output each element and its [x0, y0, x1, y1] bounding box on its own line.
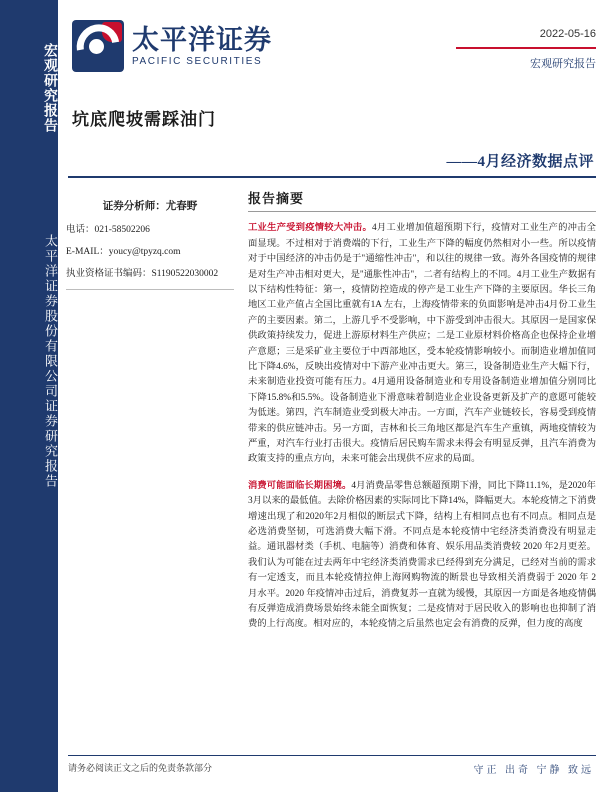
summary-paragraph [248, 479, 596, 633]
title-divider [68, 176, 596, 178]
footer-divider [68, 755, 596, 756]
report-date: 2022-05-16 [539, 28, 596, 40]
side-band-subtitle: 太平洋证券股份有限公司证券研究报告 [43, 233, 58, 489]
page-subtitle: ——4月经济数据点评 [446, 154, 594, 170]
footer-slogan: 守正 出奇 宁静 致远 [473, 765, 594, 776]
analyst-info-divider [66, 289, 234, 290]
paragraph-lead: 消费可能面临长期困境。 [248, 480, 352, 491]
brand-name-en: PACIFIC SECURITIES [132, 55, 263, 67]
side-band [0, 0, 58, 792]
analyst-phone: 电话：021-58502206 [66, 225, 150, 235]
analyst-email: E-MAIL：youcy@tpyzq.com [66, 247, 181, 257]
paragraph-lead: 工业生产受到疫情较大冲击。 [248, 223, 372, 234]
pacific-securities-logo-icon [72, 20, 124, 72]
page-header [58, 0, 612, 96]
brand-name-cn: 太平洋证券 [132, 24, 272, 55]
brand-logo [72, 20, 272, 72]
report-category: 宏观研究报告 [530, 58, 596, 70]
header-divider [456, 47, 596, 49]
analyst-info [66, 198, 234, 298]
side-band-title: 宏观研究报告 [42, 43, 57, 133]
analyst-name: 证券分析师：尤春野 [102, 201, 198, 212]
summary-divider [248, 211, 596, 212]
paragraph-text: 4月消费品零售总额超预期下滑，同比下降11.1%，是2020年3月以来的最低值。去除价格因素的实际同比下降14%，降幅更大。本轮疫情之下消费增速出现了和2020年2月相似的断层式下降，结构上有相同点也有不同点。相同点是必选消费坚韧，可选消费大幅下滑。不同点是本轮疫情中宅经济类消费没有明显走益。通讯器材类（手机、电脑等）消费和体育、娱乐用品类消费较 2020 年2月更差。我们认为可能在过去两年中宅经济类消费需求已经得到充分满足，已经对当前的需求有一定透支，而且本轮疫情拉伸上海网购物流的断景也导致相关消费弱于 2020 年 2 月水平。2020 年疫情冲击过后，消费复苏一直就为缓慢，其原因一方面是各地疫情偶有反弹造成消费场景始终未能全面恢复；二是疫情对于居民收入的影响也也抑制了消费的上行高度。相对应的，本轮疫情之后虽然也定会有消费的反弹，但力度的高度 [248, 480, 596, 630]
paragraph-text: 4月工业增加值超预期下行，疫情对工业生产的冲击全面显现。不过相对于消费端的下行，工业生产下降的幅度仍然相对小一些。所以疫情对于中国经济的冲击仍是于"通缩性冲击"，和以往的规律一致。海外各国疫情的规律是对生产冲击相对更大，是"通胀性冲击"，二者有结构上的不同。4月工业生产数据有以下结构性特征：第一，疫情防控造成的停产是工业生产下降的主要原因。华长三角地区工业产值占全国比重就有1A 左右，上海疫情带来的负面影响是冲击4月份工业生产的主要因素。第二，上游几乎不受影响，中下游受到冲击很大。其原因一是国家保供政策持续发力，促进上游原材料生产供应；二是工业原材料价格高企也保持企业增产意愿；三是采矿业主要位于中西部地区，受本轮疫情影响较小。而制造业增加值同比下降4.6%，反映出疫情对中下游产业冲击更大。第三，设备制造业生产大幅下行，未来制造业投资可能有压力。4月通用设备制造业和专用设备制造业增加值分别同比下降15.8%和5.5%。设备制造业下滑意味着制造业企业设备更新及扩产的意愿可能较为低迷。第四，汽车制造业受到极大冲击。一方面，汽车产业链较长，容易受到疫情带来的供应链冲击。另一方面，吉林和长三角地区都是汽车生产重镇，两地疫情较为严重，对汽车行业打击很大。疫情后居民购车需求未得会有明显反弹，且汽车消费为政策支持的重点方向，未来可能会出现供不应求的局面。 [248, 223, 596, 465]
report-summary [248, 188, 596, 644]
summary-paragraph [248, 221, 596, 468]
header-meta [456, 28, 596, 71]
page-title: 坑底爬坡需踩油门 [72, 110, 216, 129]
footer-disclaimer: 请务必阅读正文之后的免责条款部分 [68, 763, 213, 773]
summary-heading: 报告摘要 [248, 191, 305, 206]
analyst-license: 执业资格证书编码：S1190522030002 [66, 269, 219, 279]
